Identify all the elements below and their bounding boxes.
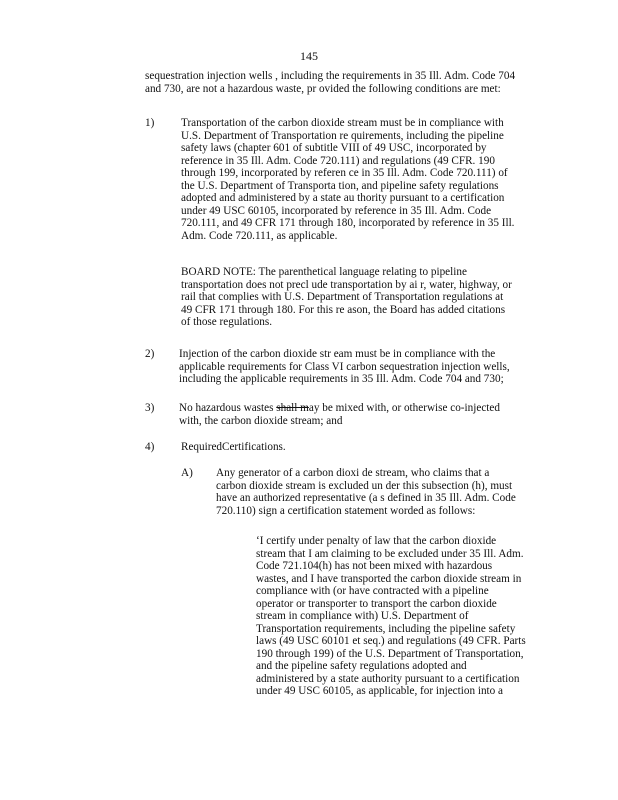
struck-text: shall m (276, 402, 309, 414)
board-note-line: rail that complies with U.S. Department of Transportation regulations at (181, 291, 504, 303)
page-number: 145 (300, 49, 318, 63)
item-2-label: 2) (145, 348, 155, 360)
quote-line: and the pipeline safety regulations adopted and (256, 660, 467, 672)
item-1-line: 720.111, and 49 CFR 171 through 180, incorporated by reference in 35 Ill. (181, 217, 515, 229)
intro-line: sequestration injection wells , including the requirements in 35 Ill. Adm. Code 704 (145, 70, 516, 82)
item-3-line-1 (179, 402, 520, 415)
item-2-text (179, 348, 520, 386)
quote-line: Transportation requirements, including the pipeline safety (256, 622, 516, 635)
item-a-line: Any generator of a carbon dioxi de stream, who claims that a (216, 467, 490, 479)
item-3-text (179, 402, 520, 427)
item-1-label: 1) (145, 117, 155, 129)
quote-line: stream in compliance with) U.S. Department of (256, 610, 469, 622)
board-note-line: BOARD NOTE: The parenthetical language relating to pipeline (181, 266, 467, 278)
quote-line: under 49 USC 60105, as applicable, for injection into a (256, 685, 504, 697)
item-a-label: A) (181, 467, 193, 479)
item-3-label: 3) (145, 402, 155, 414)
quote-line: 190 through 199) of the U.S. Department of Transportation, (256, 647, 524, 660)
item-1-line: Transportation of the carbon dioxide stream must be in compliance with (181, 117, 504, 129)
item-4-heading: RequiredCertifications. (181, 441, 286, 453)
quote-line: laws (49 USC 60101 et seq.) and regulations (49 CFR. Parts (256, 635, 526, 647)
item-3-line-2: with, the carbon dioxide stream; and (179, 414, 343, 427)
item-1-text (181, 117, 539, 242)
item-1-line: under 49 USC 60105, incorporated by reference in 35 Ill. Adm. Code (181, 204, 492, 217)
item-2-line: including the applicable requirements in 35 Ill. Adm. Code 704 and 730; (179, 373, 504, 385)
item-1-line: Adm. Code 720.111, as applicable. (181, 229, 338, 242)
certification-quote (256, 535, 541, 698)
intro-paragraph (145, 70, 539, 95)
quote-line: Code 721.104(h) has not been mixed with hazardous (256, 560, 493, 572)
item-a-text (216, 467, 534, 517)
item-a-line: carbon dioxide stream is excluded un der this subsection (h), must (216, 479, 513, 492)
quote-line: wastes, and I have transported the carbon dioxide stream in (256, 572, 522, 585)
quote-line: administered by a state authority pursuant to a certification (256, 672, 520, 685)
item-1-line: adopted and administered by a state au thority pursuant to a certification (181, 192, 505, 204)
item-1-line: through 199, incorporated by referen ce in 35 Ill. Adm. Code 720.111) of (181, 167, 508, 179)
board-note-line: of those regulations. (181, 316, 273, 328)
board-note-line: transportation does not precl ude transportation by ai r, water, highway, or (181, 278, 512, 291)
intro-line: and 730, are not a hazardous waste, pr ovided the following conditions are met: (145, 82, 501, 95)
item-a-line: have an authorized representative (a s defined in 35 Ill. Adm. Code (216, 492, 516, 504)
item-2-line: applicable requirements for Class VI carbon sequestration injection wells, (179, 360, 510, 373)
quote-line: stream that I am claiming to be excluded under 35 Ill. Adm. (256, 547, 524, 560)
quote-line: operator or transporter to transport the carbon dioxide (256, 597, 497, 610)
board-note (181, 266, 527, 329)
item-4-label: 4) (145, 441, 155, 453)
quote-line: ‘I certify under penalty of law that the carbon dioxide (256, 535, 497, 547)
item-3-text-before: No hazardous wastes (179, 402, 277, 414)
item-1-line: U.S. Department of Transportation re quirements, including the pipeline (181, 129, 504, 142)
board-note-line: 49 CFR 171 through 180. For this re ason, the Board has added citations (181, 303, 506, 316)
item-a-line: 720.110) sign a certification statement worded as follows: (216, 504, 476, 517)
item-1-line: safety laws (chapter 601 of subtitle VIII of 49 USC, incorporated by (181, 142, 487, 154)
item-1-line: the U.S. Department of Transporta tion, and pipeline safety regulations (181, 179, 499, 192)
item-1-line: reference in 35 Ill. Adm. Code 720.111) and regulations (49 CFR. 190 (181, 154, 495, 167)
item-2-line: Injection of the carbon dioxide str eam must be in compliance with the (179, 348, 496, 360)
item-3-text-after: ay be mixed with, or otherwise co-injected (308, 402, 500, 414)
quote-line: compliance with (or have contracted with a pipeline (256, 585, 489, 597)
